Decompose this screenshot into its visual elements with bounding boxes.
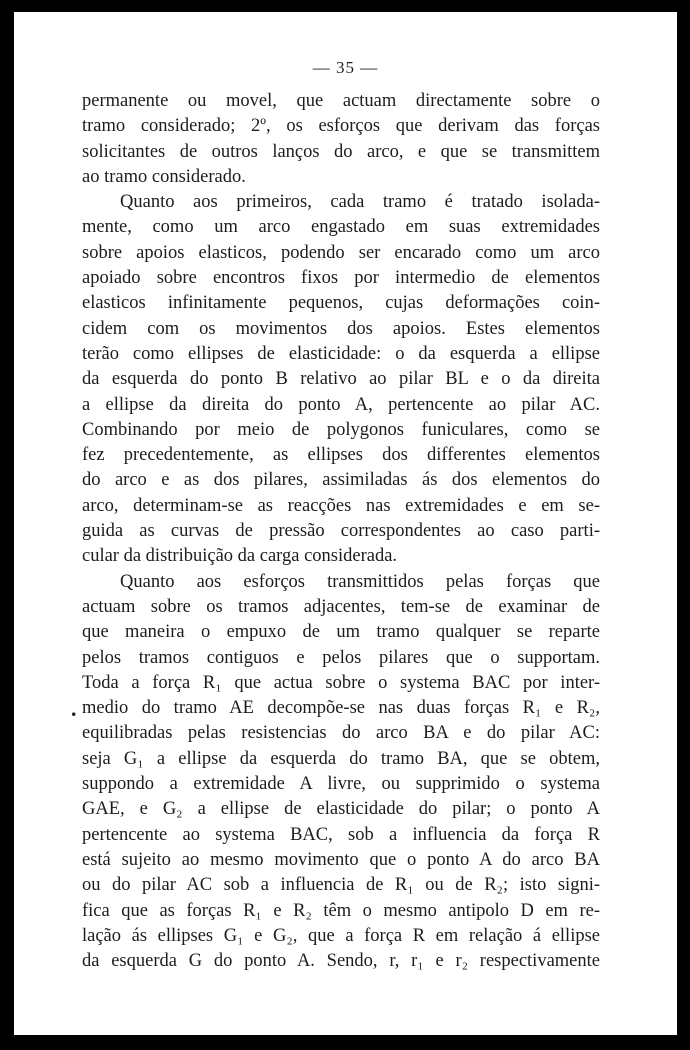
text-line: arco, determinam-se as reacções nas extremidades e em se- [82, 495, 600, 516]
text-line: equilibradas pelas resistencias do arco BA e do pilar AC: [82, 723, 600, 744]
text-line: cidem com os movimentos dos apoios. Estes elementos [82, 318, 600, 339]
text-line: permanente ou movel, que actuam directamente sobre o [82, 91, 600, 111]
text-line: que maneira o empuxo de um tramo qualquer se reparte [82, 622, 600, 643]
text-line: fica que as forças R₁ e R₂ têm o mesmo antipolo D em re- [82, 900, 600, 921]
text-line: do arco e as dos pilares, assimiladas ás dos elementos do [82, 470, 600, 491]
text-line: Quanto aos primeiros, cada tramo é tratado isolada- [120, 192, 600, 213]
text-line: pelos tramos contiguos e pelos pilares que o supportam. [82, 647, 600, 668]
text-line: da esquerda G do ponto A. Sendo, r, r₁ e r₂ respectivamente [82, 951, 600, 972]
text-line: lação ás ellipses G₁ e G₂, que a força R em relação á ellipse [82, 925, 600, 946]
document-page [14, 12, 677, 1035]
text-line: suppondo a extremidade A livre, ou supprimido o systema [82, 774, 600, 795]
text-line: seja G₁ a ellipse da esquerda do tramo BA, que se obtem, [82, 748, 600, 769]
margin-dot: . [71, 696, 77, 721]
text-line: a ellipse da direita do ponto A, pertencente ao pilar AC. [82, 394, 600, 415]
text-line: está sujeito ao mesmo movimento que o ponto A do arco BA [82, 849, 600, 870]
text-line: elasticos infinitamente pequenos, cujas deformações coin- [82, 293, 600, 314]
text-line: guida as curvas de pressão correspondentes ao caso parti- [82, 521, 600, 542]
text-line: ou do pilar AC sob a influencia de R₁ ou de R₂; isto signi- [82, 875, 600, 896]
text-line: tramo considerado; 2º, os esforços que derivam das forças [82, 116, 600, 137]
text-line: apoiado sobre encontros fixos por intermedio de elementos [82, 268, 600, 289]
text-line: GAE, e G₂ a ellipse de elasticidade do pilar; o ponto A [82, 799, 600, 820]
text-line: Toda a força R₁ que actua sobre o systema BAC por inter- [82, 672, 600, 693]
text-line: mente, como um arco engastado em suas extremidades [82, 217, 600, 238]
text-line: da esquerda do ponto B relativo ao pilar BL e o da direita [82, 369, 600, 390]
text-line: terão como ellipses de elasticidade: o da esquerda a ellipse [82, 343, 600, 364]
body-text [82, 89, 600, 974]
text-line: actuam sobre os tramos adjacentes, tem-se de examinar de [82, 596, 600, 617]
text-line: medio do tramo AE decompõe-se nas duas forças R₁ e R₂, [82, 698, 600, 719]
text-line: fez precedentemente, as ellipses dos differentes elementos [82, 445, 600, 466]
text-line: Quanto aos esforços transmittidos pelas forças que [120, 571, 600, 592]
text-line: ao tramo considerado. [82, 166, 246, 187]
text-line: pertencente ao systema BAC, sob a influencia da força R [82, 824, 600, 845]
text-line: sobre apoios elasticos, podendo ser encarado como um arco [82, 242, 600, 263]
text-line: cular da distribuição da carga considerada. [82, 546, 398, 567]
text-line: solicitantes de outros lanços do arco, e que se transmittem [82, 141, 600, 162]
page-number: — 35 — [312, 58, 379, 77]
text-line: Combinando por meio de polygonos funiculares, como se [82, 419, 600, 440]
